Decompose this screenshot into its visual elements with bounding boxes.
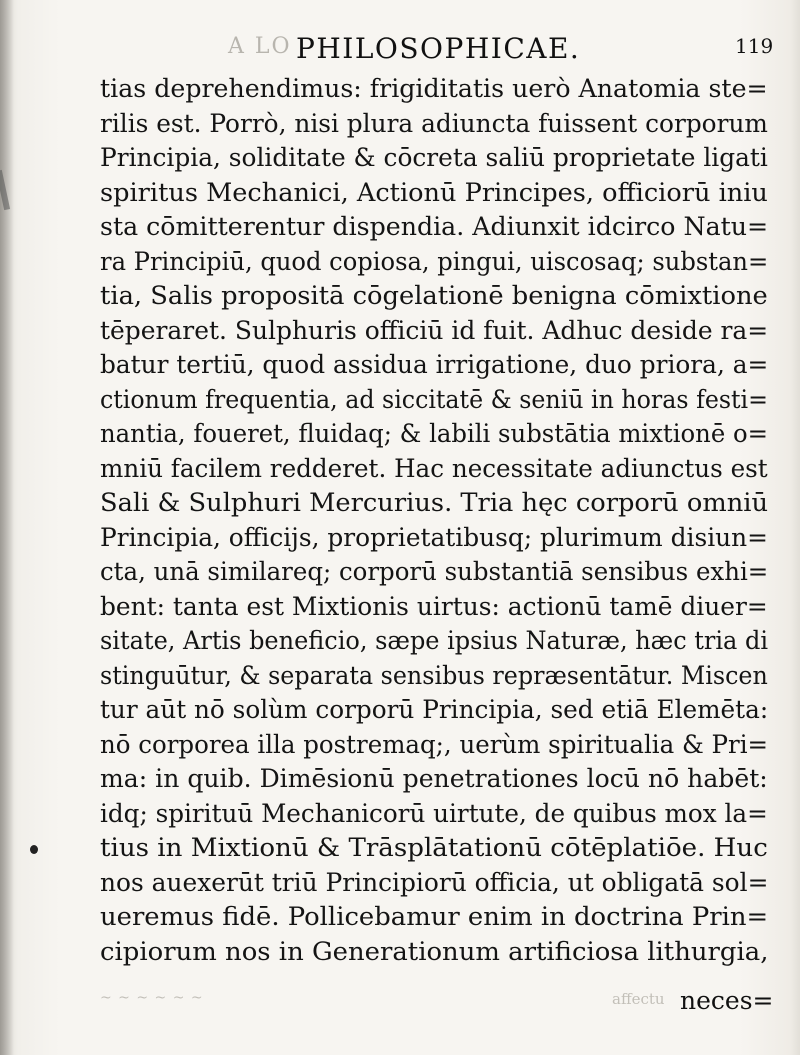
text-line: tia, Salis propositā cōgelationē benigna cōmixtione: [100, 281, 768, 311]
text-line: Principia, officijs, proprietatibusq; plurimum disiun=: [100, 522, 768, 553]
text-line: batur tertiū, quod assidua irrigatione, duo priora, a=: [100, 350, 769, 380]
text-line: mniū facilem redderet. Hac necessitate adiunctus est: [100, 453, 768, 484]
ink-blot: [30, 845, 38, 854]
text-line: tius in Mixtionū & Trāsplātationū cōtēplatiōe. Huc: [100, 833, 768, 863]
text-line: Principia, soliditate & cōcreta saliū proprietate ligati: [100, 143, 768, 173]
catchword: neces=: [680, 986, 774, 1015]
text-line: ctionum frequentia, ad siccitatē & seniū in horas festi=: [100, 384, 768, 415]
text-line: bent: tanta est Mixtionis uirtus: actionū tamē diuer=: [100, 591, 768, 622]
text-line: spiritus Mechanici, Actionū Principes, officiorū iniu: [100, 177, 768, 208]
text-line: cipiorum nos in Generationum artificiosa lithurgia,: [100, 936, 769, 967]
text-line: cta, unā similareq; corporū substantiā sensibus exhi=: [100, 557, 769, 587]
text-line: tēperaret. Sulphuris officiū id fuit. Adhuc deside ra=: [100, 315, 769, 346]
bleed-through-bottom-right: affectu: [612, 990, 665, 1008]
bleed-through-text: A LO: [228, 34, 292, 59]
running-title: PHILOSOPHICAE.: [296, 32, 581, 65]
text-line: stinguūtur, & separata sensibus repræsentātur. Miscen: [100, 660, 768, 691]
bleed-through-bottom-left: ~ ~ ~ ~ ~ ~: [100, 990, 204, 1006]
page-header: [0, 32, 800, 72]
text-line: nantia, foueret, fluidaq; & labili substātia mixtionē o=: [100, 419, 768, 449]
text-line: ueremus fidē. Pollicebamur enim in doctrina Prin=: [100, 902, 769, 932]
text-line: sitate, Artis beneficio, sæpe ipsius Naturæ, hæc tria di: [100, 626, 769, 656]
text-line: tias deprehendimus: frigiditatis uerò Anatomia ste=: [100, 74, 768, 104]
gutter-shadow: [0, 0, 14, 1055]
text-line: ma: in quib. Dimēsionū penetrationes locū nō habēt:: [100, 764, 768, 794]
text-line: nō corporea illa postremaq;, uerùm spiritualia & Pri=: [100, 729, 769, 760]
text-line: ra Principiū, quod copiosa, pingui, uiscosaq; substan=: [100, 246, 769, 277]
text-line: nos auexerūt triū Principiorū officia, ut obligatā sol=: [100, 867, 769, 898]
text-line: Sali & Sulphuri Mercurius. Tria hęc corporū omniū: [100, 488, 769, 518]
body-text: [100, 72, 768, 969]
text-line: sta cōmitterentur dispendia. Adiunxit idcirco Natu=: [100, 212, 769, 242]
text-line: idq; spirituū Mechanicorū uirtute, de quibus mox la=: [100, 798, 768, 829]
text-line: rilis est. Porrò, nisi plura adiuncta fuissent corporum: [100, 108, 768, 139]
page-number: 119: [735, 34, 774, 58]
text-line: tur aūt nō solùm corporū Principia, sed etiā Elemēta:: [100, 695, 769, 725]
